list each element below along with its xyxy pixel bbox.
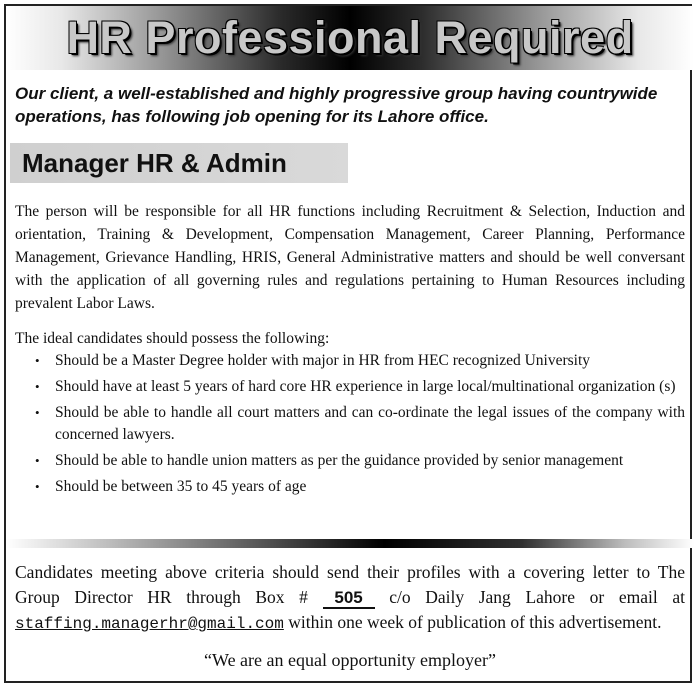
bullet-icon: • bbox=[35, 453, 40, 468]
instructions-text-2: c/o Daily Jang Lahore or email at bbox=[389, 587, 685, 607]
box-number: 505 bbox=[323, 589, 375, 609]
bullet-icon: • bbox=[35, 405, 40, 420]
ad-title: HR Professional Required bbox=[66, 12, 634, 63]
requirements-heading: The ideal candidates should possess the following: bbox=[15, 330, 330, 347]
position-title: Manager HR & Admin bbox=[22, 148, 287, 178]
application-instructions bbox=[15, 560, 685, 637]
bullet-icon: • bbox=[35, 353, 40, 368]
bullet-icon: • bbox=[35, 479, 40, 494]
requirements-list bbox=[15, 350, 685, 502]
intro-text: Our client, a well-established and highly progressive group having countrywide operations, has following job opening for its Lahore office. bbox=[15, 84, 658, 126]
requirement-text: Should have at least 5 years of hard core HR experience in large local/multinational organization (s) bbox=[55, 378, 676, 395]
title-banner bbox=[6, 6, 694, 70]
requirement-text: Should be able to handle all court matters and can co-ordinate the legal issues of the company with concerned lawyers. bbox=[55, 404, 685, 443]
list-item bbox=[15, 450, 685, 472]
list-item bbox=[15, 402, 685, 446]
requirement-text: Should be a Master Degree holder with major in HR from HEC recognized University bbox=[55, 352, 591, 369]
requirement-text: Should be between 35 to 45 years of age bbox=[55, 478, 307, 495]
equal-opportunity-tagline: “We are an equal opportunity employer” bbox=[204, 650, 496, 670]
requirement-text: Should be able to handle union matters as per the guidance provided by senior management bbox=[55, 452, 624, 469]
bullet-icon: • bbox=[35, 379, 40, 394]
list-item bbox=[15, 350, 685, 372]
section-divider bbox=[6, 539, 694, 548]
instructions-text-3: within one week of publication of this advertisement. bbox=[288, 612, 662, 632]
list-item bbox=[15, 376, 685, 398]
position-title-bar bbox=[10, 143, 348, 183]
job-description: The person will be responsible for all HR functions including Recruitment & Selection, Induction and orientation, Training & Development, Compensation Management, Career Planning, Performance Management, Grievance Handling, HRIS, General Administrative matters and should be well conversant with the application of all governing rules and regulations pertaining to Human Resources including prevalent Labor Laws. bbox=[15, 203, 685, 312]
list-item bbox=[15, 476, 685, 498]
instructions-text: Candidates meeting above criteria should send their profiles with a covering letter to The Group Director HR through Box # bbox=[15, 562, 685, 607]
email-link[interactable]: staffing.managerhr@gmail.com bbox=[15, 615, 284, 633]
